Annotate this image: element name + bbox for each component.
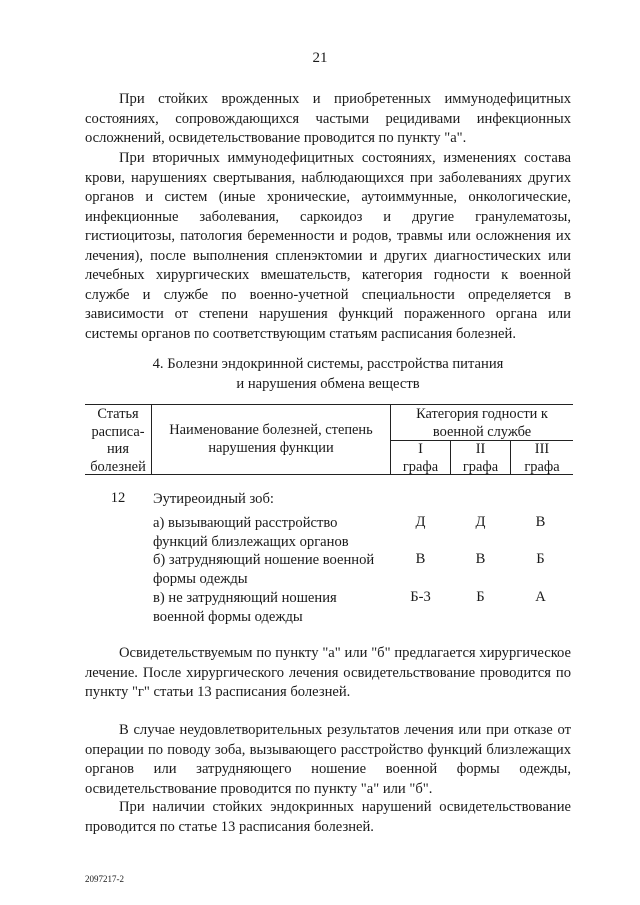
grade-graph-2: Д <box>475 514 486 530</box>
header-category: Категория годности к военной службе <box>416 406 548 440</box>
header-graph-3: III графа <box>524 441 560 475</box>
grade-graph-3: Б <box>536 551 545 567</box>
grade-graph-2: В <box>475 551 486 567</box>
header-article: Статья расписа- ния болезней <box>90 406 146 475</box>
grade-graph-2: Б <box>476 589 485 605</box>
grade-graph-3: В <box>535 514 546 530</box>
section-title <box>85 355 571 394</box>
grade-graph-1: Д <box>415 514 426 530</box>
paragraph-immunodeficiency: При стойких врожденных и приобретенных иммунодефицитных состояниях, сопровождающихся частыми рецидивами инфекционных осложнений, освидетельствование проводится по пункту "а". <box>85 91 571 146</box>
row-text-line: функций близлежащих органов <box>153 534 349 550</box>
page-number: 21 <box>312 50 328 66</box>
article-number: 12 <box>110 490 126 506</box>
document-code: 2097217-2 <box>85 874 124 884</box>
table-row <box>153 589 393 627</box>
grade-graph-3: А <box>535 589 546 605</box>
row-text-line: б) затрудняющий ношение военной <box>153 552 375 568</box>
section-title-line-2: и нарушения обмена веществ <box>236 375 420 392</box>
row-text-line: формы одежды <box>153 571 248 587</box>
table-row <box>153 551 393 589</box>
article-title: Эутиреоидный зоб: <box>153 491 274 507</box>
header-disease-name: Наименование болезней, степень нарушения функции <box>169 422 373 456</box>
header-graph-1: I графа <box>402 441 439 475</box>
table-row <box>153 514 393 552</box>
grade-graph-1: В <box>415 551 426 567</box>
grade-graph-1: Б-3 <box>410 589 431 605</box>
table-header <box>85 404 573 475</box>
paragraph-unsatisfactory-results: В случае неудовлетворительных результатов лечения или при отказе от операции по поводу зоба, вызывающего расстройство функций близлежащих органов или затрудняющего ношение военной формы одежды, освидетельствование проводится по пункту "а" или "б". <box>85 722 571 797</box>
paragraph-endocrine-disorders: При наличии стойких эндокринных нарушений освидетельствование проводится по статье 13 расписания болезней. <box>85 799 571 835</box>
row-text-line: в) не затрудняющий ношения <box>153 590 337 606</box>
header-graph-2: II графа <box>462 441 499 475</box>
paragraph-surgical-treatment: Освидетельствуемым по пункту "а" или "б" предлагается хирургическое лечение. После хирургического лечения освидетельствование проводится по пункту "г" статьи 13 расписания болезней. <box>85 645 571 700</box>
row-text-line: а) вызывающий расстройство <box>153 515 338 531</box>
section-title-line-1: 4. Болезни эндокринной системы, расстройства питания <box>152 356 504 372</box>
row-text-line: военной формы одежды <box>153 609 303 625</box>
paragraph-secondary-immunodeficiency: При вторичных иммунодефицитных состояниях, изменениях состава крови, нарушениях свертывания, наблюдающихся при заболеваниях других органов и систем (иные хронические, аутоиммунные, онкологические, инфекционные заболевания, саркоидоз и другие гранулематозы, гистиоцитозы, патология беременности и родов, травмы или осложнения их лечения), после выполнения спленэктомии и других диагностических или лечебных хирургических вмешательств, категория годности к военной службе и службе по военно-учетной специальности определяется в зависимости от степени нарушения функций пораженного органа или системы органов по соответствующим статьям расписания болезней. <box>85 150 571 342</box>
